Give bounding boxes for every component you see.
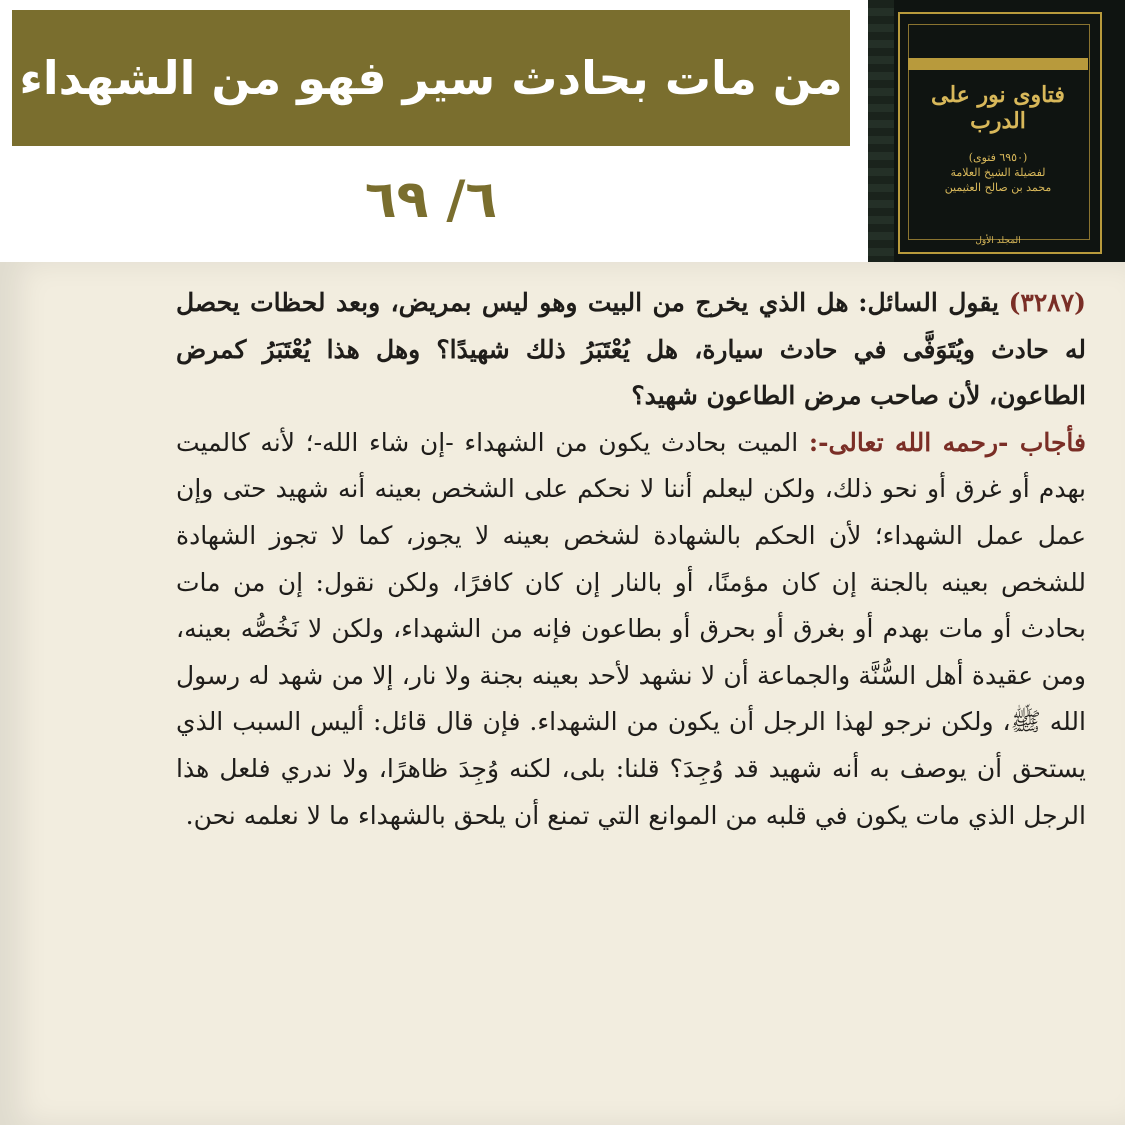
book-cover-title: فتاوى نور على الدرب (931, 82, 1065, 134)
book-cover-volume: المجلد الأول (975, 236, 1021, 246)
book-cover-series-band (908, 58, 1088, 70)
answer-text: الميت بحادث يكون من الشهداء -إن شاء الله-؛ لأنه كالميت بهدم أو غرق أو نحو ذلك، ولكن ليعلم أننا لا نحكم على الشخص بعينه أنه شهيد حتى وإن عمل عمل الشهداء؛ لأن الحكم بالشهادة لشخص بعينه لا يجوز، كما لا تجوز الشهادة للشخص بعينه بالجنة إن كان مؤمنًا، أو بالنار إن كان كافرًا، ولكن نقول: إن من مات بحادث أو مات بهدم أو بغرق أو بحرق أو بطاعون فإنه من الشهداء، ولكن لا نَخُصُّه بعينه، ومن عقيدة أهل السُّنَّة والجماعة أن لا نشهد لأحد بعينه بجنة ولا نار، إلا من شهد له رسول الله ﷺ، ولكن نرجو لهذا الرجل أن يكون من الشهداء. فإن قال قائل: أليس السبب الذي يستحق أن يوصف به أنه شهيد قد وُجِدَ؟ قلنا: بلى، لكنه وُجِدَ ظاهرًا، ولا ندري فلعل هذا الرجل الذي مات يكون في قلبه من الموانع التي تمنع أن يلحق بالشهداء ما لا نعلمه نحن. (176, 427, 1086, 830)
book-cover-count: (٦٩٥٠ فتوى) (968, 151, 1028, 164)
fatwa-text (176, 280, 1086, 839)
title-banner (12, 10, 850, 146)
book-cover-author-line: محمد بن صالح العثيمين (944, 181, 1052, 194)
answer-label: فأجاب -رحمه الله تعالى-: (808, 427, 1087, 457)
book-page (0, 262, 1125, 1125)
book-cover-author (908, 150, 1088, 195)
question-text: هل الذي يخرج من البيت وهو ليس بمريض، وبعد لحظات يحصل له حادث ويُتَوَفَّى في حادث سيارة، هل يُعْتَبَرُ ذلك شهيدًا؟ وهل هذا يُعْتَبَرُ كمرض الطاعون، لأن صاحب مرض الطاعون شهيد؟ (176, 288, 1086, 411)
book-cover-author-line: لفضيلة الشيخ العلامة (950, 166, 1046, 179)
volume-page-reference: ٦/ ٦٩ (364, 170, 498, 230)
book-cover-image (868, 0, 1125, 262)
book-cover-pattern (868, 0, 894, 262)
question-paragraph (176, 280, 1086, 420)
asker-label: يقول السائل: (858, 288, 999, 317)
question-number: (٣٢٨٧) (1008, 288, 1086, 317)
fatwa-title: من مات بحادث سير فهو من الشهداء (19, 51, 843, 105)
answer-paragraph (176, 420, 1086, 839)
